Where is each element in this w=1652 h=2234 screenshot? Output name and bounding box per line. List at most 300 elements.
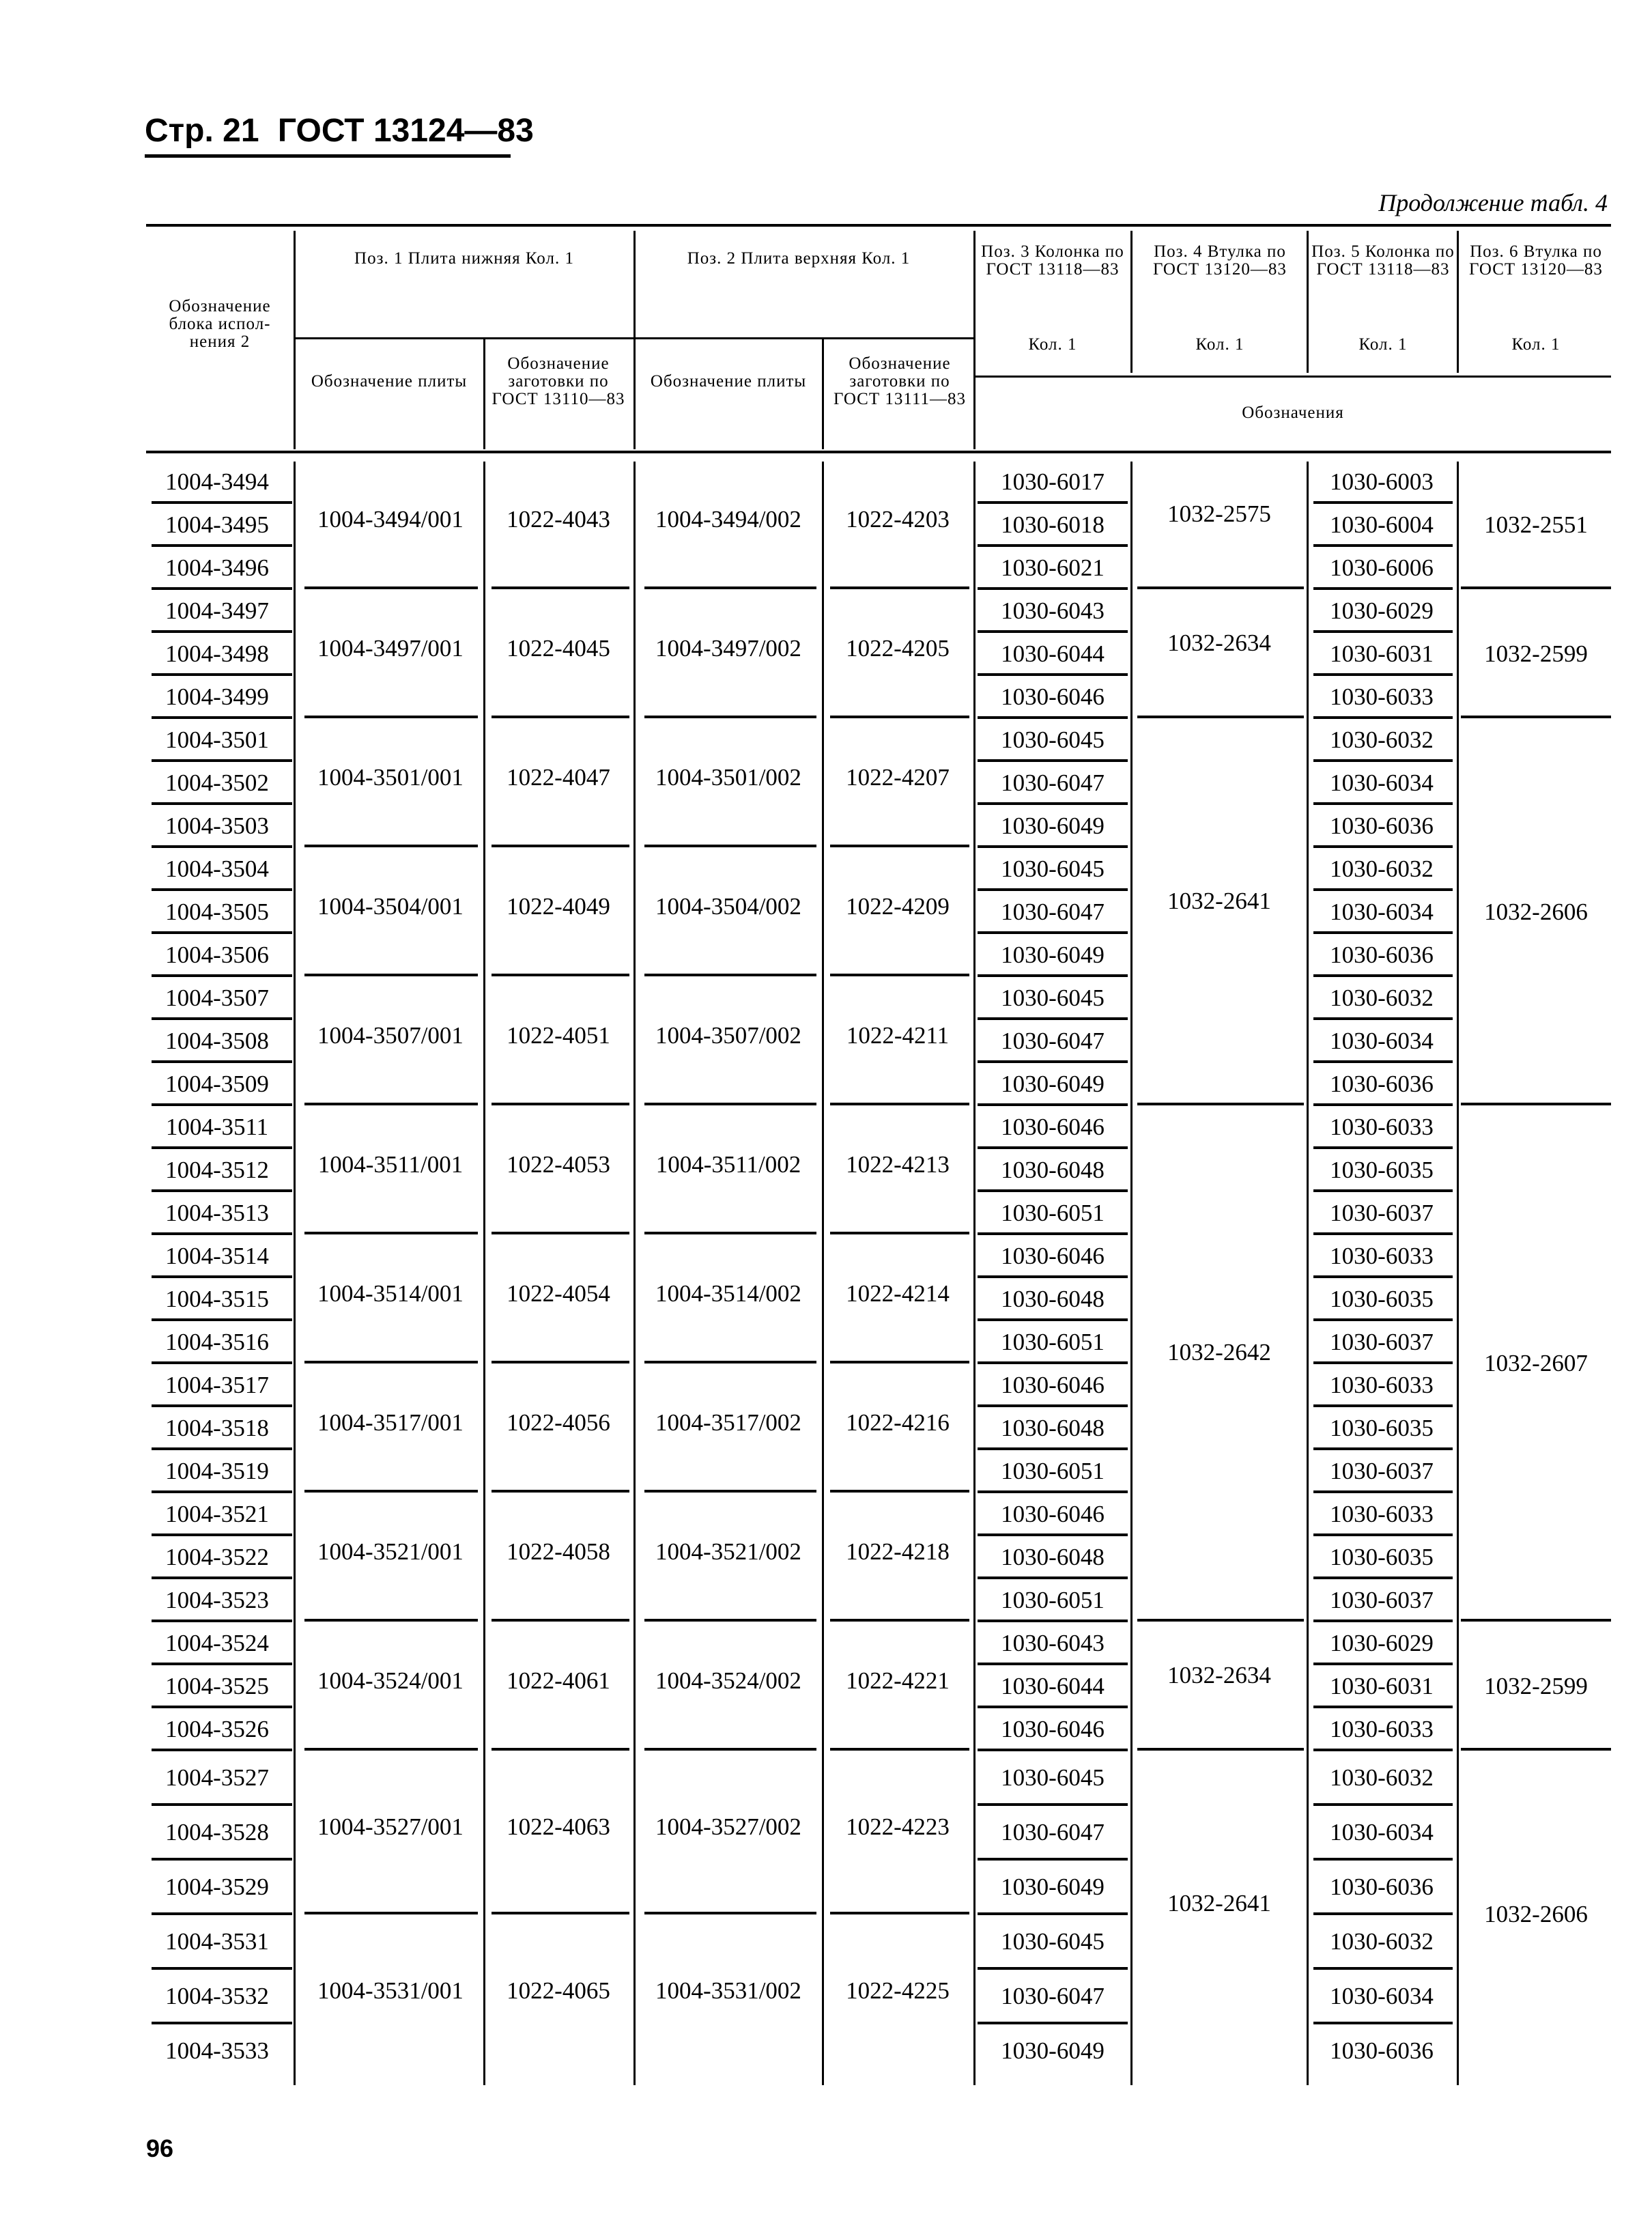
pos5-designation: 1030-6034: [1330, 1983, 1434, 2009]
row-rule: [830, 586, 969, 589]
upper-plate-designation: 1004-3504/002: [655, 892, 801, 920]
pos3-designation: 1030-6048: [1001, 1156, 1105, 1183]
row-rule: [1313, 845, 1453, 848]
row-rule: [492, 1748, 629, 1751]
lower-plate-designation: 1004-3527/001: [317, 1813, 464, 1840]
row-rule: [978, 1404, 1128, 1407]
row-rule: [152, 1620, 292, 1622]
block-designation: 1004-3528: [165, 1819, 269, 1846]
row-rule: [152, 974, 292, 977]
table-top-rule: [146, 224, 1611, 227]
lower-blank-designation: 1022-4054: [507, 1279, 610, 1307]
row-rule: [492, 1232, 629, 1234]
pos5-designation: 1030-6029: [1330, 1629, 1434, 1656]
lower-blank-designation: 1022-4043: [507, 505, 610, 533]
column-divider: [822, 462, 824, 2085]
header-designations: Обозначения: [1242, 404, 1344, 422]
header-pos6: Поз. 6 Втулка по ГОСТ 13120—83: [1469, 242, 1603, 279]
row-rule: [152, 501, 292, 504]
pos5-designation: 1030-6033: [1330, 683, 1434, 710]
header-divider: [1457, 231, 1459, 373]
row-rule: [644, 845, 816, 847]
pos3-designation: 1030-6018: [1001, 511, 1105, 538]
pos6-designation: 1032-2606: [1484, 898, 1588, 925]
row-rule: [830, 1103, 969, 1105]
row-rule: [1461, 1748, 1611, 1751]
pos3-designation: 1030-6021: [1001, 554, 1105, 581]
row-rule: [1137, 716, 1304, 718]
pos3-designation: 1030-6044: [1001, 640, 1105, 667]
block-designation: 1004-3521: [165, 1500, 269, 1527]
row-rule: [830, 1361, 969, 1363]
row-rule: [978, 1663, 1128, 1665]
lower-plate-designation: 1004-3501/001: [317, 763, 464, 791]
block-designation: 1004-3514: [165, 1242, 269, 1269]
pos3-designation: 1030-6049: [1001, 1874, 1105, 1900]
row-rule: [1313, 716, 1453, 719]
row-rule: [152, 759, 292, 762]
pos3-designation: 1030-6017: [1001, 468, 1105, 495]
pos5-designation: 1030-6033: [1330, 1371, 1434, 1398]
block-designation: 1004-3527: [165, 1764, 269, 1791]
pos3-designation: 1030-6046: [1001, 1242, 1105, 1269]
header-pos2-plate: Обозначение плиты: [650, 372, 807, 391]
pos5-designation: 1030-6032: [1330, 726, 1434, 753]
page-header: [145, 112, 534, 150]
row-rule: [1313, 1490, 1453, 1493]
pos3-designation: 1030-6048: [1001, 1285, 1105, 1312]
column-divider: [294, 462, 296, 2085]
header-pos5-qty: Кол. 1: [1358, 335, 1408, 354]
pos3-designation: 1030-6051: [1001, 1457, 1105, 1484]
pos4-designation: 1032-2634: [1167, 1661, 1271, 1688]
block-designation: 1004-3494: [165, 468, 269, 495]
pos3-designation: 1030-6044: [1001, 1672, 1105, 1699]
header-pos1-plate: Обозначение плиты: [311, 372, 468, 391]
lower-plate-designation: 1004-3514/001: [317, 1279, 464, 1307]
header-pos1-blank: Обозначение заготовки по ГОСТ 13110—83: [492, 354, 625, 408]
row-rule: [152, 1706, 292, 1708]
lower-plate-designation: 1004-3524/001: [317, 1667, 464, 1694]
row-rule: [152, 2022, 292, 2024]
row-rule: [152, 1232, 292, 1235]
lower-plate-designation: 1004-3521/001: [317, 1538, 464, 1565]
column-divider: [1130, 462, 1133, 2085]
row-rule: [152, 802, 292, 805]
row-rule: [1313, 587, 1453, 590]
pos3-designation: 1030-6045: [1001, 726, 1105, 753]
row-rule: [152, 1803, 292, 1806]
row-rule: [152, 1146, 292, 1149]
lower-blank-designation: 1022-4053: [507, 1150, 610, 1178]
row-rule: [304, 1232, 478, 1234]
row-rule: [152, 888, 292, 891]
row-rule: [978, 1706, 1128, 1708]
block-designation: 1004-3498: [165, 640, 269, 667]
row-rule: [1461, 1103, 1611, 1105]
pos5-designation: 1030-6034: [1330, 1027, 1434, 1054]
row-rule: [152, 587, 292, 590]
row-rule: [978, 1189, 1128, 1192]
pos3-designation: 1030-6051: [1001, 1328, 1105, 1355]
block-designation: 1004-3497: [165, 597, 269, 624]
block-designation: 1004-3513: [165, 1199, 269, 1226]
row-rule: [152, 716, 292, 719]
row-rule: [1313, 630, 1453, 633]
pos3-designation: 1030-6046: [1001, 683, 1105, 710]
pos3-designation: 1030-6047: [1001, 1819, 1105, 1846]
upper-blank-designation: 1022-4211: [846, 1021, 950, 1049]
row-rule: [492, 1361, 629, 1363]
row-rule: [152, 1967, 292, 1970]
pos3-designation: 1030-6045: [1001, 1764, 1105, 1791]
header-underline: [145, 154, 511, 158]
pos5-designation: 1030-6035: [1330, 1156, 1434, 1183]
pos5-designation: 1030-6037: [1330, 1586, 1434, 1613]
row-rule: [1313, 1706, 1453, 1708]
row-rule: [304, 586, 478, 589]
row-rule: [978, 1103, 1128, 1106]
upper-blank-designation: 1022-4203: [846, 505, 950, 533]
block-designation: 1004-3522: [165, 1543, 269, 1570]
block-designation: 1004-3517: [165, 1371, 269, 1398]
row-rule: [1313, 1017, 1453, 1020]
header-rule: [635, 337, 973, 339]
pos5-designation: 1030-6037: [1330, 1457, 1434, 1484]
row-rule: [978, 1318, 1128, 1321]
lower-plate-designation: 1004-3517/001: [317, 1409, 464, 1436]
row-rule: [152, 1318, 292, 1321]
row-rule: [1313, 501, 1453, 504]
row-rule: [978, 1275, 1128, 1278]
block-designation: 1004-3495: [165, 511, 269, 538]
pos5-designation: 1030-6036: [1330, 1874, 1434, 1900]
row-rule: [978, 888, 1128, 891]
row-rule: [978, 2022, 1128, 2024]
row-rule: [1313, 1189, 1453, 1192]
pos5-designation: 1030-6033: [1330, 1242, 1434, 1269]
header-pos3-qty: Кол. 1: [1028, 335, 1077, 354]
header-pos3: Поз. 3 Колонка по ГОСТ 13118—83: [981, 242, 1124, 279]
upper-blank-designation: 1022-4207: [846, 763, 950, 791]
row-rule: [978, 1017, 1128, 1020]
upper-blank-designation: 1022-4209: [846, 892, 950, 920]
row-rule: [978, 1533, 1128, 1536]
row-rule: [978, 1146, 1128, 1149]
row-rule: [492, 1912, 629, 1914]
upper-plate-designation: 1004-3501/002: [655, 763, 801, 791]
row-rule: [978, 802, 1128, 805]
pos3-designation: 1030-6045: [1001, 1928, 1105, 1955]
block-designation: 1004-3508: [165, 1027, 269, 1054]
pos6-designation: 1032-2607: [1484, 1350, 1588, 1376]
row-rule: [304, 974, 478, 976]
row-rule: [1313, 931, 1453, 934]
row-rule: [644, 1912, 816, 1914]
lower-blank-designation: 1022-4049: [507, 892, 610, 920]
block-designation: 1004-3529: [165, 1874, 269, 1900]
pos3-designation: 1030-6045: [1001, 984, 1105, 1011]
header-pos2: Поз. 2 Плита верхняя Кол. 1: [687, 249, 911, 268]
pos5-designation: 1030-6037: [1330, 1199, 1434, 1226]
column-divider: [1307, 462, 1309, 2085]
block-designation: 1004-3499: [165, 683, 269, 710]
header-divider: [483, 339, 485, 449]
row-rule: [152, 1060, 292, 1063]
block-designation: 1004-3519: [165, 1457, 269, 1484]
pos3-designation: 1030-6047: [1001, 898, 1105, 925]
row-rule: [1313, 1146, 1453, 1149]
header-block-designation: Обозначение блока испол- нения 2: [169, 297, 271, 351]
row-rule: [978, 1620, 1128, 1622]
row-rule: [152, 1663, 292, 1665]
header-bottom-rule: [146, 451, 1611, 453]
pos5-designation: 1030-6034: [1330, 898, 1434, 925]
row-rule: [1313, 2022, 1453, 2024]
pos5-designation: 1030-6036: [1330, 941, 1434, 968]
row-rule: [1313, 1103, 1453, 1106]
pos3-designation: 1030-6047: [1001, 1983, 1105, 2009]
pos5-designation: 1030-6003: [1330, 468, 1434, 495]
header-divider: [822, 339, 824, 449]
block-designation: 1004-3512: [165, 1156, 269, 1183]
row-rule: [644, 1748, 816, 1751]
pos3-designation: 1030-6046: [1001, 1715, 1105, 1742]
row-rule: [978, 1749, 1128, 1751]
header-divider: [1307, 231, 1309, 373]
pos4-designation: 1032-2641: [1167, 1890, 1271, 1917]
row-rule: [978, 1912, 1128, 1915]
pos5-designation: 1030-6033: [1330, 1500, 1434, 1527]
row-rule: [1313, 1275, 1453, 1278]
row-rule: [1313, 1620, 1453, 1622]
row-rule: [1313, 1232, 1453, 1235]
row-rule: [978, 501, 1128, 504]
row-rule: [152, 1017, 292, 1020]
row-rule: [1137, 586, 1304, 589]
row-rule: [1313, 802, 1453, 805]
standard-title: ГОСТ 13124—83: [277, 113, 534, 149]
upper-blank-designation: 1022-4205: [846, 634, 950, 662]
block-designation: 1004-3516: [165, 1328, 269, 1355]
row-rule: [830, 974, 969, 976]
row-rule: [1313, 1967, 1453, 1970]
row-rule: [644, 1232, 816, 1234]
pos5-designation: 1030-6031: [1330, 1672, 1434, 1699]
pos5-designation: 1030-6004: [1330, 511, 1434, 538]
block-designation: 1004-3533: [165, 2037, 269, 2064]
upper-plate-designation: 1004-3497/002: [655, 634, 801, 662]
block-designation: 1004-3518: [165, 1414, 269, 1441]
row-rule: [1313, 1663, 1453, 1665]
upper-blank-designation: 1022-4223: [846, 1813, 950, 1840]
row-rule: [152, 845, 292, 848]
row-rule: [304, 716, 478, 718]
row-rule: [978, 931, 1128, 934]
row-rule: [1461, 586, 1611, 589]
row-rule: [1313, 1576, 1453, 1579]
pos3-designation: 1030-6051: [1001, 1199, 1105, 1226]
pos4-designation: 1032-2634: [1167, 629, 1271, 656]
row-rule: [152, 1189, 292, 1192]
row-rule: [152, 1912, 292, 1915]
pos3-designation: 1030-6049: [1001, 941, 1105, 968]
pos5-designation: 1030-6035: [1330, 1543, 1434, 1570]
row-rule: [1313, 1803, 1453, 1806]
pos6-designation: 1032-2606: [1484, 1901, 1588, 1927]
row-rule: [152, 673, 292, 676]
block-designation: 1004-3526: [165, 1715, 269, 1742]
row-rule: [978, 1361, 1128, 1364]
header-divider: [633, 231, 636, 449]
row-rule: [152, 544, 292, 547]
pos6-designation: 1032-2551: [1484, 511, 1588, 538]
row-rule: [152, 1404, 292, 1407]
upper-blank-designation: 1022-4213: [846, 1150, 950, 1178]
block-designation: 1004-3515: [165, 1285, 269, 1312]
block-designation: 1004-3523: [165, 1586, 269, 1613]
row-rule: [1313, 544, 1453, 547]
lower-blank-designation: 1022-4063: [507, 1813, 610, 1840]
column-divider: [973, 462, 975, 2085]
row-rule: [492, 845, 629, 847]
pos3-designation: 1030-6043: [1001, 597, 1105, 624]
row-rule: [304, 845, 478, 847]
upper-blank-designation: 1022-4216: [846, 1409, 950, 1436]
row-rule: [830, 845, 969, 847]
row-rule: [304, 1361, 478, 1363]
pos5-designation: 1030-6036: [1330, 2037, 1434, 2064]
upper-plate-designation: 1004-3507/002: [655, 1021, 801, 1049]
continuation-label: Продолжение табл. 4: [1378, 189, 1608, 216]
row-rule: [978, 845, 1128, 848]
lower-plate-designation: 1004-3504/001: [317, 892, 464, 920]
block-designation: 1004-3506: [165, 941, 269, 968]
pos3-designation: 1030-6051: [1001, 1586, 1105, 1613]
header-rule: [975, 376, 1611, 378]
upper-blank-designation: 1022-4221: [846, 1667, 950, 1694]
upper-plate-designation: 1004-3521/002: [655, 1538, 801, 1565]
row-rule: [492, 586, 629, 589]
block-designation: 1004-3501: [165, 726, 269, 753]
pos5-designation: 1030-6032: [1330, 1928, 1434, 1955]
row-rule: [1461, 1619, 1611, 1622]
row-rule: [644, 1361, 816, 1363]
row-rule: [830, 716, 969, 718]
column-divider: [633, 462, 636, 2085]
row-rule: [978, 759, 1128, 762]
row-rule: [1313, 1533, 1453, 1536]
header-pos5: Поз. 5 Колонка по ГОСТ 13118—83: [1311, 242, 1455, 279]
row-rule: [830, 1912, 969, 1914]
row-rule: [1313, 888, 1453, 891]
row-rule: [978, 1447, 1128, 1450]
pos5-designation: 1030-6035: [1330, 1285, 1434, 1312]
block-designation: 1004-3532: [165, 1983, 269, 2009]
pos3-designation: 1030-6043: [1001, 1629, 1105, 1656]
header-divider: [1130, 231, 1133, 373]
row-rule: [152, 1533, 292, 1536]
row-rule: [152, 630, 292, 633]
row-rule: [304, 1619, 478, 1622]
header-pos1: Поз. 1 Плита нижняя Кол. 1: [354, 249, 574, 268]
block-designation: 1004-3509: [165, 1070, 269, 1097]
row-rule: [978, 1576, 1128, 1579]
pos3-designation: 1030-6045: [1001, 855, 1105, 882]
pos3-designation: 1030-6049: [1001, 1070, 1105, 1097]
pos5-designation: 1030-6036: [1330, 812, 1434, 839]
lower-blank-designation: 1022-4045: [507, 634, 610, 662]
upper-blank-designation: 1022-4214: [846, 1279, 950, 1307]
row-rule: [492, 716, 629, 718]
row-rule: [304, 1912, 478, 1914]
row-rule: [1137, 1748, 1304, 1751]
header-pos6-qty: Кол. 1: [1511, 335, 1561, 354]
upper-plate-designation: 1004-3527/002: [655, 1813, 801, 1840]
pos5-designation: 1030-6033: [1330, 1113, 1434, 1140]
lower-plate-designation: 1004-3531/001: [317, 1977, 464, 2004]
pos5-designation: 1030-6032: [1330, 984, 1434, 1011]
row-rule: [978, 630, 1128, 633]
upper-plate-designation: 1004-3511/002: [655, 1150, 801, 1178]
row-rule: [978, 1232, 1128, 1235]
upper-plate-designation: 1004-3517/002: [655, 1409, 801, 1436]
pos3-designation: 1030-6047: [1001, 1027, 1105, 1054]
pos3-designation: 1030-6047: [1001, 769, 1105, 796]
lower-plate-designation: 1004-3511/001: [317, 1150, 464, 1178]
pos3-designation: 1030-6046: [1001, 1500, 1105, 1527]
row-rule: [492, 1490, 629, 1493]
row-rule: [830, 1619, 969, 1622]
lower-blank-designation: 1022-4061: [507, 1667, 610, 1694]
pos5-designation: 1030-6036: [1330, 1070, 1434, 1097]
pos3-designation: 1030-6046: [1001, 1113, 1105, 1140]
row-rule: [152, 1749, 292, 1751]
row-rule: [1313, 1912, 1453, 1915]
lower-plate-designation: 1004-3497/001: [317, 634, 464, 662]
header-pos4-qty: Кол. 1: [1195, 335, 1244, 354]
block-designation: 1004-3504: [165, 855, 269, 882]
pos4-designation: 1032-2642: [1167, 1339, 1271, 1366]
lower-blank-designation: 1022-4047: [507, 763, 610, 791]
lower-blank-designation: 1022-4051: [507, 1021, 610, 1049]
upper-blank-designation: 1022-4225: [846, 1977, 950, 2004]
header-pos4: Поз. 4 Втулка по ГОСТ 13120—83: [1153, 242, 1287, 279]
row-rule: [152, 1490, 292, 1493]
block-designation: 1004-3502: [165, 769, 269, 796]
pos3-designation: 1030-6046: [1001, 1371, 1105, 1398]
row-rule: [978, 1858, 1128, 1861]
row-rule: [644, 1490, 816, 1493]
row-rule: [1313, 759, 1453, 762]
row-rule: [152, 1447, 292, 1450]
pos3-designation: 1030-6049: [1001, 812, 1105, 839]
row-rule: [492, 974, 629, 976]
header-divider: [294, 231, 296, 449]
lower-blank-designation: 1022-4065: [507, 1977, 610, 2004]
pos5-designation: 1030-6029: [1330, 597, 1434, 624]
row-rule: [978, 544, 1128, 547]
column-divider: [1457, 462, 1459, 2085]
lower-blank-designation: 1022-4058: [507, 1538, 610, 1565]
pos5-designation: 1030-6006: [1330, 554, 1434, 581]
pos4-designation: 1032-2575: [1167, 500, 1271, 527]
block-designation: 1004-3503: [165, 812, 269, 839]
row-rule: [978, 1803, 1128, 1806]
row-rule: [1313, 1361, 1453, 1364]
lower-plate-designation: 1004-3507/001: [317, 1021, 464, 1049]
row-rule: [1313, 673, 1453, 676]
